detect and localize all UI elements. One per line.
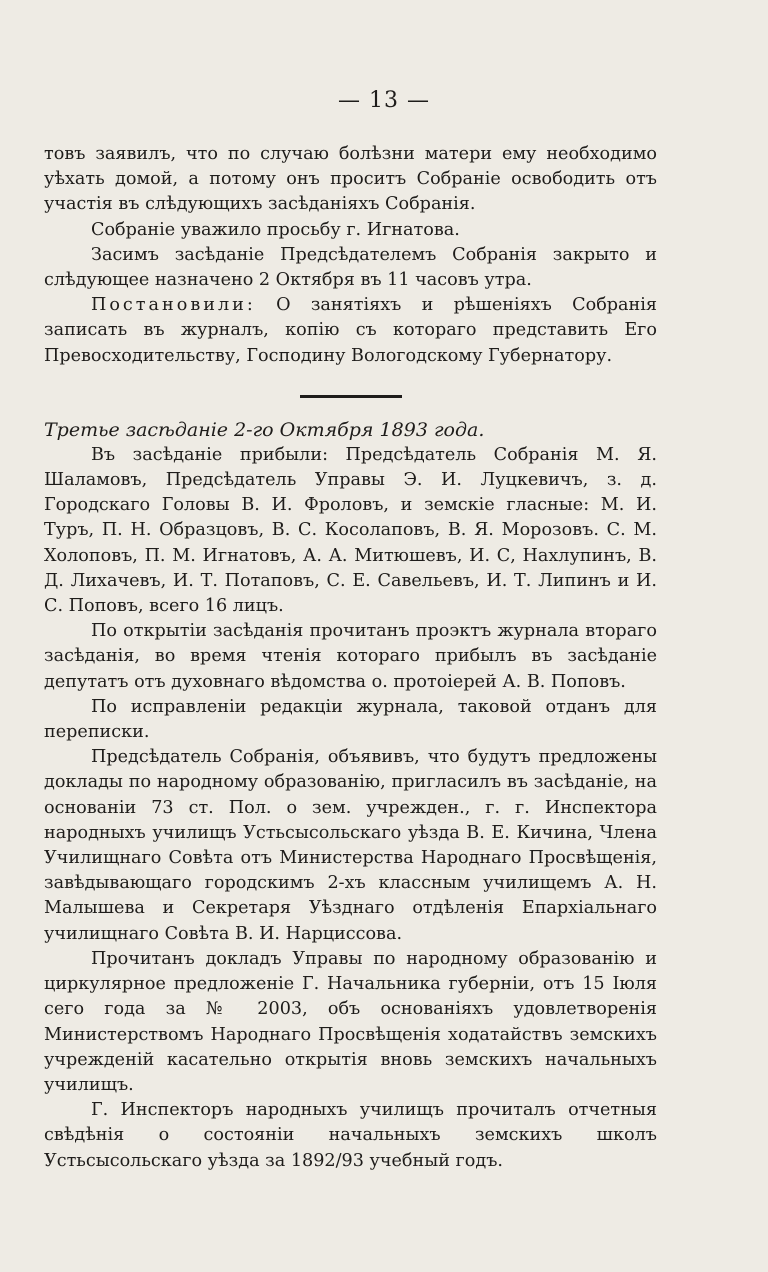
resolution-text: О занятіяхъ и рѣшеніяхъ Собранія записать въ журналъ, копію съ котораго представить Его Превосходительству, Господину Вологодскому Губернатору. (44, 295, 657, 366)
paragraph: Г. Инспекторъ народныхъ училищъ прочиталъ отчетныя свѣдѣнія о состояніи начальныхъ земскихъ школъ Устьсысольскаго уѣзда за 1892/93 учебный годъ. (44, 1100, 657, 1171)
resolution-lead: Постановили: (91, 295, 256, 316)
paragraph: По исправленіи редакціи журнала, таковой отданъ для переписки. (44, 696, 657, 743)
resolution-paragraph (44, 293, 657, 369)
paragraph: Въ засѣданіе прибыли: Предсѣдатель Собранія М. Я. Шаламовъ, Предсѣдатель Управы Э. И. Луцкевичъ, з. д. Городскаго Головы В. И. Фроловъ, и земскіе гласные: М. И. Туръ, П. Н. Образцовъ, В. С. Косолаповъ, В. Я. Морозовъ. С. М. Холоповъ, П. М. Игнатовъ, А. А. Митюшевъ, И. С, Нахлупинъ, В. Д. Лихачевъ, И. Т. Потаповъ, С. Е. Савельевъ, И. Т. Липинъ и И. С. Поповъ, всего 16 лицъ. (44, 444, 657, 617)
paragraph: Предсѣдатель Собранія, объявивъ, что будутъ предложены доклады по народному образованію, пригласилъ въ засѣданіе, на основаніи 73 ст. Пол. о зем. учрежден., г. г. Инспектора народныхъ училищъ Устьсысольскаго уѣзда В. Е. Кичина, Члена Училищнаго Совѣта отъ Министерства Народнаго Просвѣщенія, завѣдывающаго городскимъ 2-хъ классным училищемъ А. Н. Малышева и Секретаря Уѣзднаго отдѣленія Епархіальнаго училищнаго Совѣта В. И. Нарциссова. (44, 747, 657, 944)
section-divider (300, 395, 402, 398)
page-number: — 13 — (338, 88, 430, 113)
body-text (44, 142, 657, 1174)
section-heading: Третье засѣданіе 2-го Октября 1893 года. (44, 418, 485, 441)
paragraph: По открытіи засѣданія прочитанъ проэктъ журнала втораго засѣданія, во время чтенія котораго прибылъ въ засѣданіе депутатъ отъ духовнаго вѣдомства о. протоіерей А. В. Поповъ. (44, 621, 657, 692)
paragraph: Засимъ засѣданіе Предсѣдателемъ Собранія закрыто и слѣдующее назначено 2 Октября въ 11 часовъ утра. (44, 244, 657, 291)
paragraph: Прочитанъ докладъ Управы по народному образованію и циркулярное предложеніе Г. Начальника губерніи, отъ 15 Іюля сего года за № 2003, объ основаніяхъ удовлетворенія Министерствомъ Народнаго Просвѣщенія ходатайствъ земскихъ учрежденій касательно открытія вновь земскихъ начальныхъ училищъ. (44, 948, 657, 1095)
paragraph: товъ заявилъ, что по случаю болѣзни матери ему необходимо уѣхать домой, а потому онъ проситъ Собраніе освободить отъ участія въ слѣдующихъ засѣданіяхъ Собранія. (44, 144, 657, 215)
paragraph: Собраніе уважило просьбу г. Игнатова. (91, 219, 460, 240)
